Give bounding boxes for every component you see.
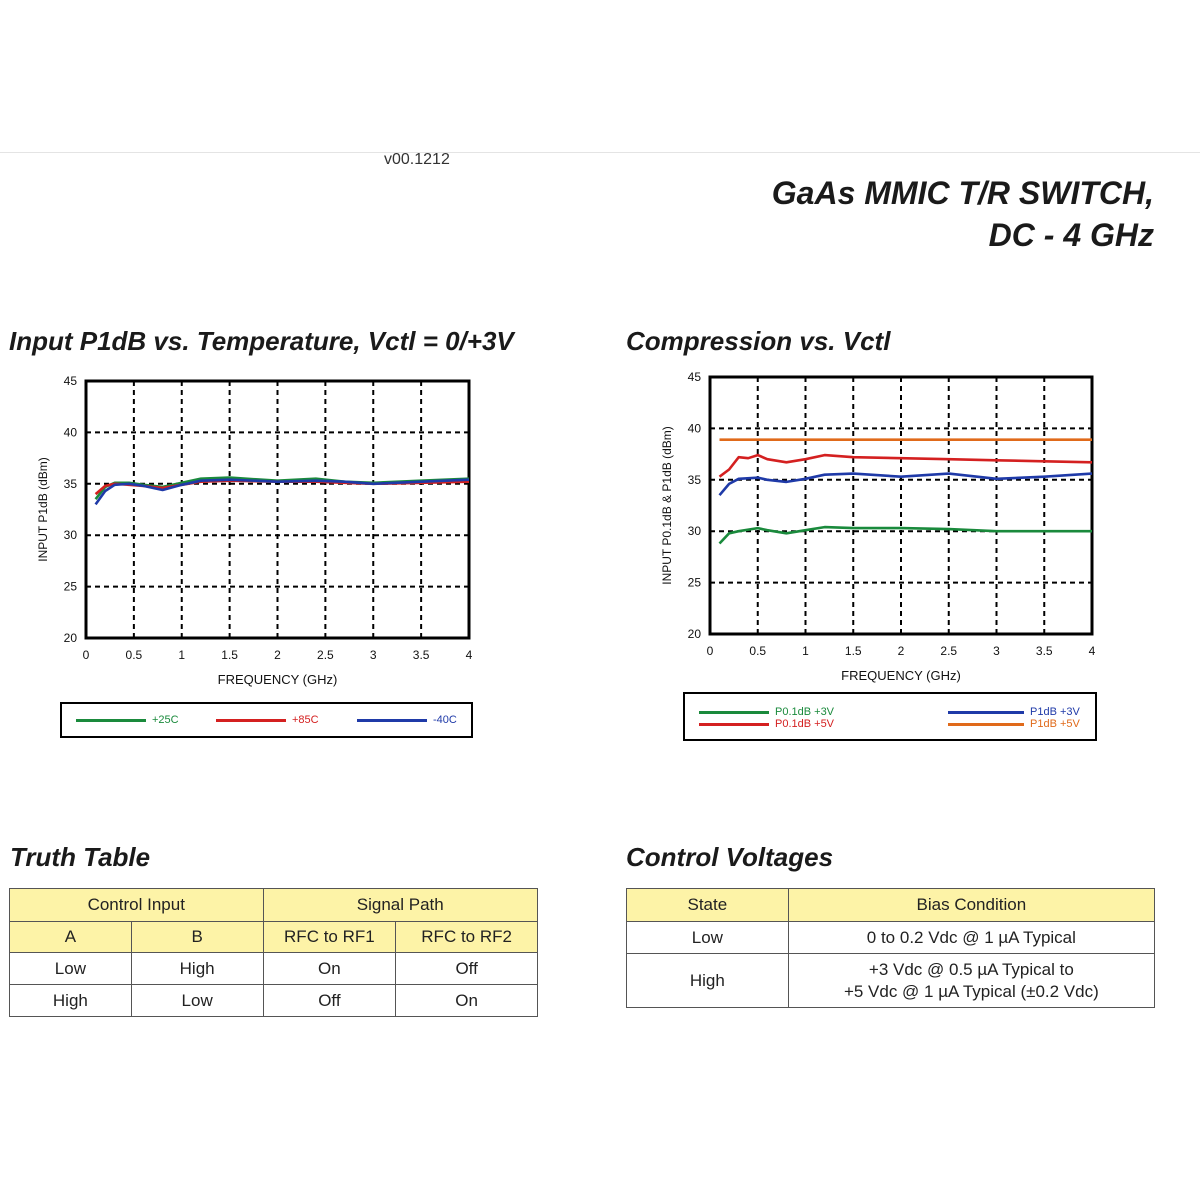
chart-1-p1db-vs-temperature: [0, 370, 600, 700]
table-cell: Low: [131, 985, 263, 1017]
truth-table-group-header-row: [10, 889, 538, 922]
header-control-input: Control Input: [10, 889, 264, 922]
legend-swatch-p01db-5v: [699, 723, 769, 726]
x-tick-label: 4: [465, 648, 473, 662]
legend-label-p1db-3v: P1dB +3V: [1030, 705, 1080, 718]
y-tick-label: 20: [687, 627, 701, 641]
table-row: [10, 953, 538, 985]
table-cell: High: [131, 953, 263, 985]
chart-2-legend: [683, 692, 1097, 741]
truth-table: [9, 888, 538, 1017]
y-tick-label: 25: [63, 579, 77, 594]
table-row: [10, 985, 538, 1017]
legend-swatch-85c: [216, 719, 286, 722]
legend-label-25c: +25C: [152, 713, 179, 726]
bias-line: +5 Vdc @ 1 µA Typical (±0.2 Vdc): [843, 981, 1099, 1001]
x-tick-label: 2.5: [317, 648, 334, 662]
legend-label-85c: +85C: [292, 713, 319, 726]
table-cell-bias: [788, 922, 1154, 954]
x-tick-label: 2: [897, 644, 905, 658]
x-axis-label: FREQUENCY (GHz): [841, 668, 961, 683]
legend-swatch-p1db-3v: [948, 711, 1024, 714]
x-tick-label: 1: [178, 648, 186, 662]
x-tick-label: 0: [82, 648, 90, 662]
control-voltages-title: Control Voltages: [626, 842, 834, 872]
y-tick-label: 20: [63, 631, 77, 645]
version-label: v00.1212: [384, 151, 450, 168]
table-row: [627, 954, 1155, 1008]
x-tick-label: 1.5: [844, 644, 862, 658]
column-header-a: A: [10, 922, 132, 953]
legend-label-p1db-5v: P1dB +5V: [1030, 717, 1080, 730]
y-tick-label: 30: [63, 528, 77, 543]
chart-1-legend: [60, 702, 473, 738]
truth-table-column-header-row: [10, 922, 538, 953]
table-cell: Off: [263, 985, 396, 1017]
legend-item-25c: [76, 713, 179, 727]
x-tick-label: 3: [993, 644, 1000, 658]
table-cell: Low: [10, 953, 132, 985]
table-cell: On: [396, 985, 538, 1017]
legend-item-minus40c: [357, 713, 457, 727]
bias-line: +3 Vdc @ 0.5 µA Typical to: [868, 959, 1074, 979]
y-tick-label: 25: [687, 575, 701, 590]
table-cell: Off: [396, 953, 538, 985]
x-tick-label: 3.5: [1035, 644, 1053, 658]
y-axis-label: INPUT P0.1dB & P1dB (dBm): [660, 426, 674, 585]
legend-item-85c: [216, 713, 319, 727]
x-tick-label: 2.5: [940, 644, 958, 658]
legend-label-p01db-3v: P0.1dB +3V: [775, 705, 835, 718]
legend-item-p01db-5v: [699, 717, 834, 731]
series-line-p1db-plus3v: [720, 474, 1093, 496]
chart-1-title: Input P1dB vs. Temperature, Vctl = 0/+3V: [9, 326, 514, 356]
legend-label-p01db-5v: P0.1dB +5V: [775, 717, 835, 730]
y-tick-label: 40: [687, 421, 701, 436]
y-tick-label: 35: [687, 472, 701, 487]
series-line-p0-1db-plus5v: [720, 455, 1093, 477]
x-tick-label: 2: [274, 648, 281, 662]
x-tick-label: 1: [802, 644, 809, 658]
legend-swatch-25c: [76, 719, 146, 722]
chart-2-title: Compression vs. Vctl: [626, 326, 891, 356]
x-tick-label: 4: [1088, 644, 1096, 658]
x-tick-label: 0.5: [749, 644, 767, 658]
chart-2-compression-vs-vctl: [620, 365, 1180, 695]
column-header-rfc-rf2: RFC to RF2: [396, 922, 538, 953]
x-tick-label: 1.5: [221, 648, 238, 662]
document-title-line-2: DC - 4 GHz: [988, 217, 1154, 253]
control-voltages-header-row: [627, 889, 1155, 922]
series-line-p0-1db-plus3v: [720, 527, 1093, 543]
y-tick-label: 35: [63, 476, 77, 491]
y-tick-label: 30: [687, 524, 701, 539]
x-tick-label: 0.5: [125, 648, 143, 662]
table-cell: On: [263, 953, 396, 985]
y-axis-label: INPUT P1dB (dBm): [36, 457, 50, 562]
table-cell-state: High: [627, 954, 789, 1008]
legend-swatch-p1db-5v: [948, 723, 1024, 726]
table-cell-bias: [788, 954, 1154, 1008]
y-tick-label: 45: [687, 370, 701, 384]
bias-line: 0 to 0.2 Vdc @ 1 µA Typical: [866, 927, 1076, 947]
x-tick-label: 3.5: [412, 648, 430, 662]
table-cell-state: Low: [627, 922, 789, 954]
y-tick-label: 40: [63, 425, 77, 440]
y-tick-label: 45: [63, 374, 77, 388]
legend-swatch-minus40c: [357, 719, 427, 722]
truth-table-title: Truth Table: [10, 842, 151, 872]
legend-label-minus40c: -40C: [433, 713, 457, 726]
column-header-bias-condition: Bias Condition: [788, 889, 1154, 922]
legend-swatch-p01db-3v: [699, 711, 769, 714]
x-axis-label: FREQUENCY (GHz): [217, 672, 338, 687]
x-tick-label: 3: [369, 648, 377, 662]
x-tick-label: 0: [706, 644, 714, 658]
column-header-state: State: [627, 889, 789, 922]
column-header-b: B: [131, 922, 263, 953]
column-header-rfc-rf1: RFC to RF1: [263, 922, 396, 953]
legend-item-p1db-5v: [948, 717, 1080, 731]
header-signal-path: Signal Path: [263, 889, 537, 922]
table-row: [627, 922, 1155, 954]
document-title-line-1: GaAs MMIC T/R SWITCH,: [771, 175, 1154, 211]
control-voltages-table: [626, 888, 1155, 1008]
table-cell: High: [10, 985, 132, 1017]
document-title: [772, 172, 1154, 256]
top-rule: [0, 152, 1200, 153]
